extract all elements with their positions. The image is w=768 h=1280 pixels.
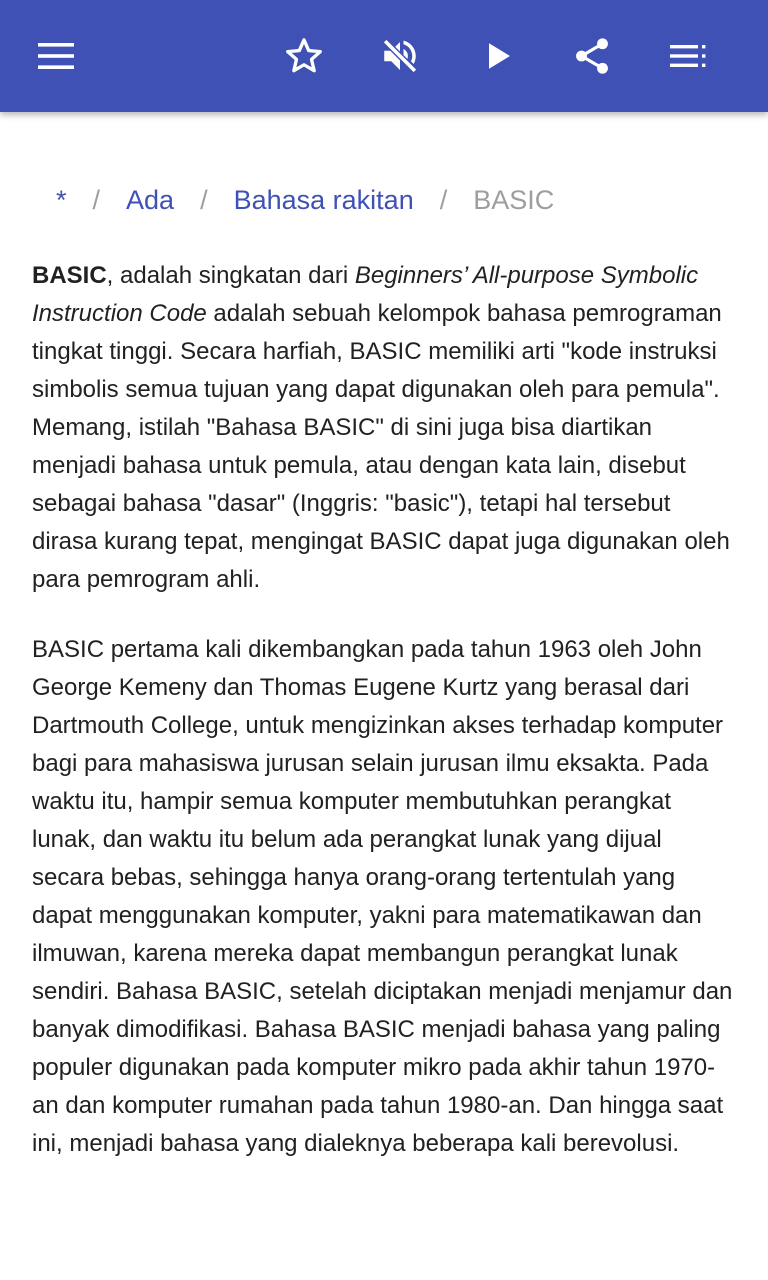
share-button[interactable]	[564, 28, 620, 84]
article-text: adalah sebuah kelompok bahasa pemrograman tingkat tinggi. Secara harfiah, BASIC memiliki arti "kode instruksi simbolis semua tujuan yang dapat digunakan oleh para pemula". Memang, istilah "Bahasa BASIC" di sini juga bisa diartikan menjadi bahasa untuk pemula, atau dengan kata lain, disebut sebagai bahasa "dasar" (Inggris: "basic"), tetapi hal tersebut dirasa kurang tepat, mengingat BASIC dapat juga digunakan oleh para pemrogram ahli.	[32, 300, 730, 593]
breadcrumb-separator: /	[439, 184, 448, 215]
article-term-expansion: Beginners’ All-purpose Symbolic Instruction Code	[32, 262, 699, 327]
breadcrumb-current: BASIC	[473, 184, 555, 215]
play-icon	[480, 38, 516, 74]
star-outline-icon	[283, 35, 325, 77]
breadcrumb-item-ada[interactable]: Ada	[126, 184, 175, 215]
share-icon	[571, 35, 613, 77]
list-menu-icon	[668, 36, 708, 76]
article-paragraph-2: BASIC pertama kali dikembangkan pada tahun 1963 oleh John George Kemeny dan Thomas Eugene Kurtz yang berasal dari Dartmouth College, untuk mengizinkan akses terhadap komputer bagi para mahasiswa jurusan selain jurusan ilmu eksakta. Pada waktu itu, hampir semua komputer membutuhkan perangkat lunak, dan waktu itu belum ada perangkat lunak yang dijual secara bebas, sehingga hanya orang-orang tertentulah yang dapat menggunakan komputer, yakni para matematikawan dan ilmuwan, karena mereka dapat membangun perangkat lunak sendiri. Bahasa BASIC, setelah diciptakan menjadi menjamur dan banyak dimodifikasi. Bahasa BASIC menjadi bahasa yang paling populer digunakan pada komputer mikro pada akhir tahun 1970-an dan komputer rumahan pada tahun 1980-an. Dan hingga saat ini, menjadi bahasa yang dialeknya beberapa kali berevolusi.	[32, 636, 733, 1157]
article-term: BASIC	[32, 262, 107, 289]
breadcrumb-separator: /	[92, 184, 101, 215]
app-toolbar	[0, 0, 768, 112]
article-paragraph-1	[32, 257, 738, 599]
article-text: , adalah singkatan dari	[106, 262, 355, 289]
contents-button[interactable]	[660, 28, 716, 84]
menu-button[interactable]	[28, 28, 84, 84]
hamburger-menu-icon	[36, 36, 76, 76]
article-content	[0, 112, 768, 1280]
favorite-button[interactable]	[276, 28, 332, 84]
article-body	[32, 257, 738, 1195]
breadcrumb-item-bahasa-rakitan[interactable]: Bahasa rakitan	[233, 184, 414, 215]
breadcrumb-item-root[interactable]: *	[56, 184, 67, 215]
breadcrumb-separator: /	[200, 184, 208, 215]
volume-off-icon	[379, 35, 421, 77]
play-button[interactable]	[470, 28, 526, 84]
mute-button[interactable]	[372, 28, 428, 84]
breadcrumb	[56, 180, 554, 220]
